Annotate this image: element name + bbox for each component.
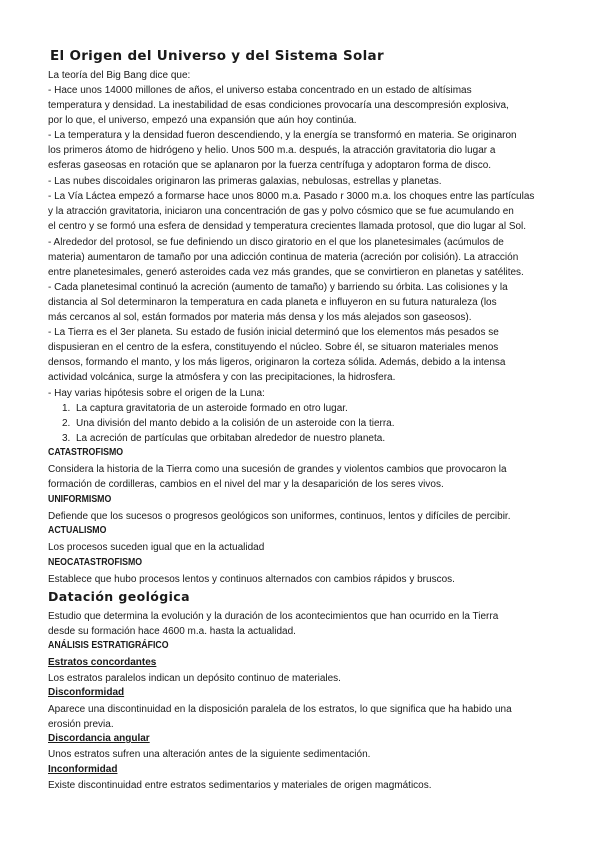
text-line: Defiende que los sucesos o progresos geológicos son uniformes, continuos, lentos y difíciles de percibir. bbox=[48, 511, 511, 522]
list-number: 1. bbox=[62, 403, 71, 414]
text-line: Unos estratos sufren una alteración antes de la siguiente sedimentación. bbox=[48, 749, 371, 760]
term-heading: Estratos concordantes bbox=[48, 657, 157, 668]
list-item: Una división del manto debido a la colisión de un asteroide con la tierra. bbox=[76, 418, 395, 429]
text-line: por lo que, el universo, empezó una expansión que aún hoy continúa. bbox=[48, 115, 357, 126]
text-line: Aparece una discontinuidad en la disposición paralela de los estratos, lo que significa que ha habido una bbox=[48, 704, 512, 715]
text-line: Estudio que determina la evolución y la duración de los acontecimientos que han ocurrido en la Tierra bbox=[48, 611, 499, 622]
theory-heading: CATASTROFISMO bbox=[48, 447, 124, 458]
text-line: - La Tierra es el 3er planeta. Su estado de fusión inicial determinó que los elementos más pesados se bbox=[48, 327, 499, 338]
term-heading: Disconformidad bbox=[48, 687, 125, 698]
text-line: - Hace unos 14000 millones de años, el universo estaba concentrado en un estado de altísimas bbox=[48, 85, 472, 96]
text-line: Considera la historia de la Tierra como una sucesión de grandes y violentos cambios que provocaron la bbox=[48, 464, 507, 475]
text-line: materia) aumentaron de tamaño por una adicción continua de materia (acreción por colisión). La atracción bbox=[48, 252, 519, 263]
text-line: temperatura y densidad. La inestabilidad de esas condiciones provocaría una descompresión explosiva, bbox=[48, 100, 509, 111]
text-line: - Cada planetesimal continuó la acreción (aumento de tamaño) y barriendo su órbita. Las colisiones y la bbox=[48, 282, 508, 293]
text-line: - La temperatura y la densidad fueron descendiendo, y la energía se transformó en materia. Se originaron bbox=[48, 130, 517, 141]
theory-heading: ACTUALISMO bbox=[48, 525, 107, 536]
text-line: formación de cordilleras, cambios en el nivel del mar y la desaparición de los seres vivos. bbox=[48, 479, 444, 490]
text-line: el centro y se formó una esfera de densidad y temperatura crecientes llamada protosol, que dio lugar al Sol. bbox=[48, 221, 527, 232]
list-number: 3. bbox=[62, 433, 71, 444]
text-line: dispusieran en el centro de la esfera, constituyendo el núcleo. Sobre él, se situaron materiales menos bbox=[48, 342, 499, 353]
text-line: - Las nubes discoidales originaron las primeras galaxias, nebulosas, estrellas y planetas. bbox=[48, 176, 442, 187]
term-heading: Discordancia angular bbox=[48, 733, 150, 744]
list-item: La captura gravitatoria de un asteroide formado en otro lugar. bbox=[76, 403, 348, 414]
subsection-heading: ANÁLISIS ESTRATIGRÁFICO bbox=[48, 640, 169, 651]
list-number: 2. bbox=[62, 418, 71, 429]
text-line: Los estratos paralelos indican un depósito continuo de materiales. bbox=[48, 673, 341, 684]
text-line: - Alrededor del protosol, se fue definiendo un disco giratorio en el que los planetesimales (acúmulos de bbox=[48, 237, 504, 248]
term-heading: Inconformidad bbox=[48, 764, 118, 775]
text-line: Los procesos suceden igual que en la actualidad bbox=[48, 542, 265, 553]
section-title: Datación geológica bbox=[48, 589, 190, 604]
theory-heading: UNIFORMISMO bbox=[48, 494, 112, 505]
text-line: Establece que hubo procesos lentos y continuos alternados con cambios rápidos y bruscos. bbox=[48, 574, 455, 585]
text-line: La teoría del Big Bang dice que: bbox=[48, 70, 191, 81]
list-item: La acreción de partículas que orbitaban alrededor de nuestro planeta. bbox=[76, 433, 386, 444]
page-title: El Origen del Universo y del Sistema Solar bbox=[50, 48, 384, 64]
text-line: erosión previa. bbox=[48, 719, 114, 730]
text-line: y la atracción gravitatoria, iniciaron una concentración de gas y polvo cósmico que se fue acumulando en bbox=[48, 206, 514, 217]
text-line: los primeros átomo de hidrógeno y helio. Unos 500 m.a. después, la atracción gravitatoria dio lugar a bbox=[48, 145, 496, 156]
text-line: distancia al Sol determinaron la temperatura en cada planeta e influyeron en su futura naturaleza (los bbox=[48, 297, 497, 308]
text-line: - La Vía Láctea empezó a formarse hace unos 8000 m.a. Pasado r 3000 m.a. los choques entre las partículas bbox=[48, 191, 535, 202]
text-line: desde su formación hace 4600 m.a. hasta la actualidad. bbox=[48, 626, 296, 637]
text-line: esferas gaseosas en rotación que se aplanaron por la fuerza centrífuga y adoptaron forma de disco. bbox=[48, 160, 492, 171]
text-line: - Hay varias hipótesis sobre el origen de la Luna: bbox=[48, 388, 265, 399]
theory-heading: NEOCATASTROFISMO bbox=[48, 557, 143, 568]
text-line: Existe discontinuidad entre estratos sedimentarios y materiales de origen magmáticos. bbox=[48, 780, 432, 791]
text-line: entre planetesimales, generó asteroides cada vez más grandes, que se convirtieron en planetas y satélites. bbox=[48, 267, 524, 278]
text-line: más cercanos al sol, están formados por materia más densa y los más alejados son gaseosos). bbox=[48, 312, 472, 323]
text-line: actividad volcánica, surge la atmósfera y con las precipitaciones, la hidrosfera. bbox=[48, 372, 396, 383]
text-line: densos, formando el manto, y los más ligeros, originaron la corteza sólida. Además, debido a la intensa bbox=[48, 357, 506, 368]
